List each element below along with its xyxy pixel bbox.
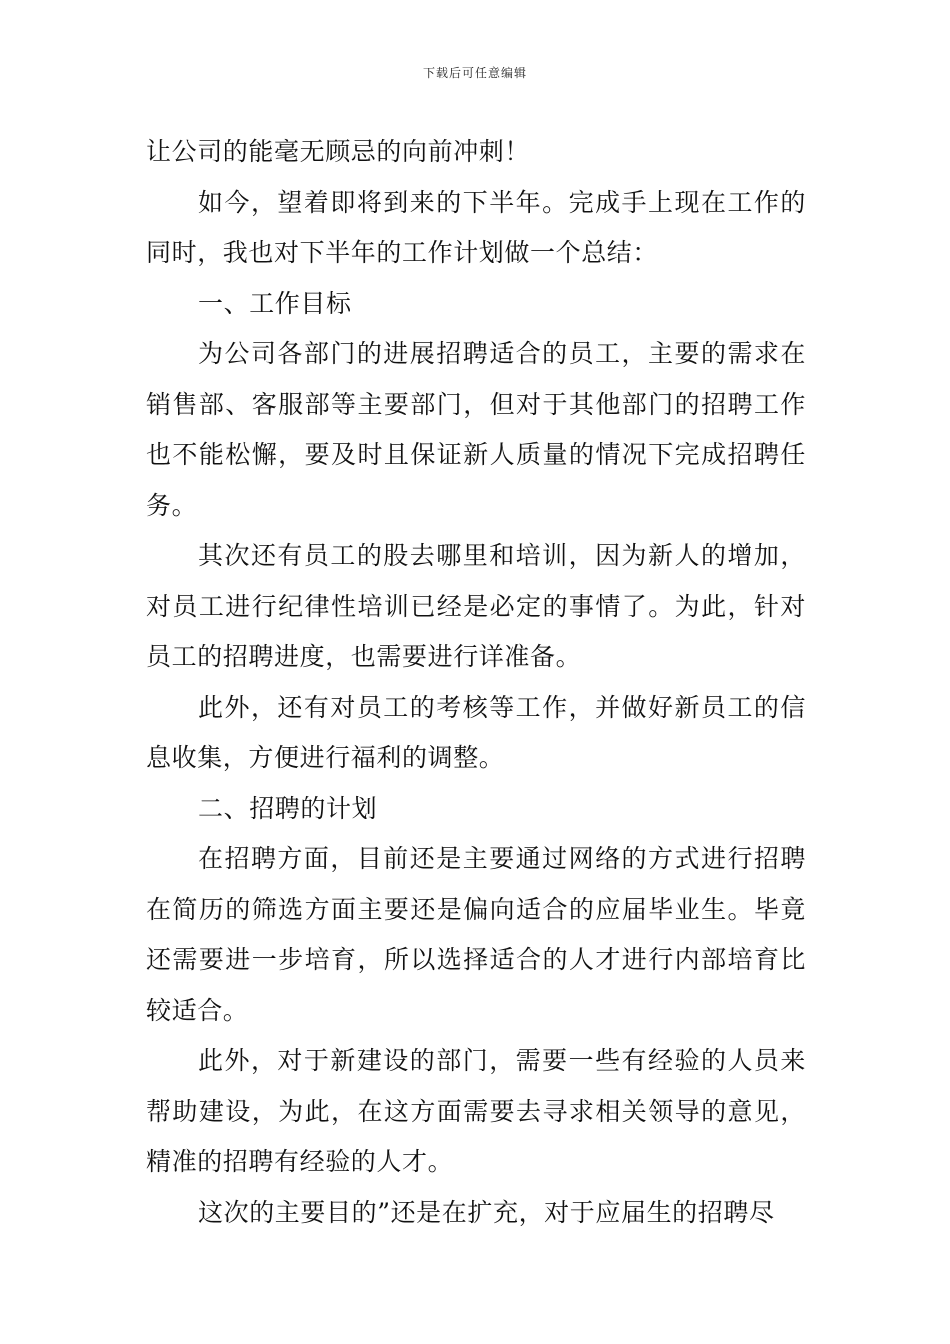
paragraph-main-purpose: 这次的主要目的”还是在扩充，对于应届生的招聘尽 — [198, 1197, 775, 1227]
paragraph-continuation: 让公司的能毫无顾忌的向前冲刺！ — [146, 137, 531, 166]
section-heading-goals: 一、工作目标 — [198, 288, 352, 318]
page-header: 下载后可任意编辑 — [422, 66, 527, 80]
document-body — [146, 127, 806, 1238]
paragraph-goals: 为公司各部门的进展招聘适合的员工，主要的需求在销售部、客服部等主要部门，但对于其他部门的招聘工作也不能松懈，要及时且保证新人质量的情况下完成招聘任务。 — [146, 339, 806, 520]
paragraph-new-departments: 此外，对于新建设的部门，需要一些有经验的人员来帮助建设，为此，在这方面需要去寻求相关领导的意见，精准的招聘有经验的人才。 — [146, 1046, 806, 1176]
paragraph-intro: 如今，望着即将到来的下半年。完成手上现在工作的同时，我也对下半年的工作计划做一个总结： — [146, 187, 806, 267]
paragraph-training: 其次还有员工的股去哪里和培训，因为新人的增加，对员工进行纪律性培训已经是必定的事情了。为此，针对员工的招聘进度，也需要进行详准备。 — [146, 541, 806, 671]
paragraph-recruiting-method: 在招聘方面，目前还是主要通过网络的方式进行招聘在简历的筛选方面主要还是偏向适合的应届毕业生。毕竟还需要进一步培育，所以选择适合的人才进行内部培育比较适合。 — [146, 844, 806, 1025]
section-heading-plan: 二、招聘的计划 — [198, 793, 378, 823]
paragraph-assessment: 此外，还有对员工的考核等工作，并做好新员工的信息收集，方便进行福利的调整。 — [146, 692, 806, 772]
